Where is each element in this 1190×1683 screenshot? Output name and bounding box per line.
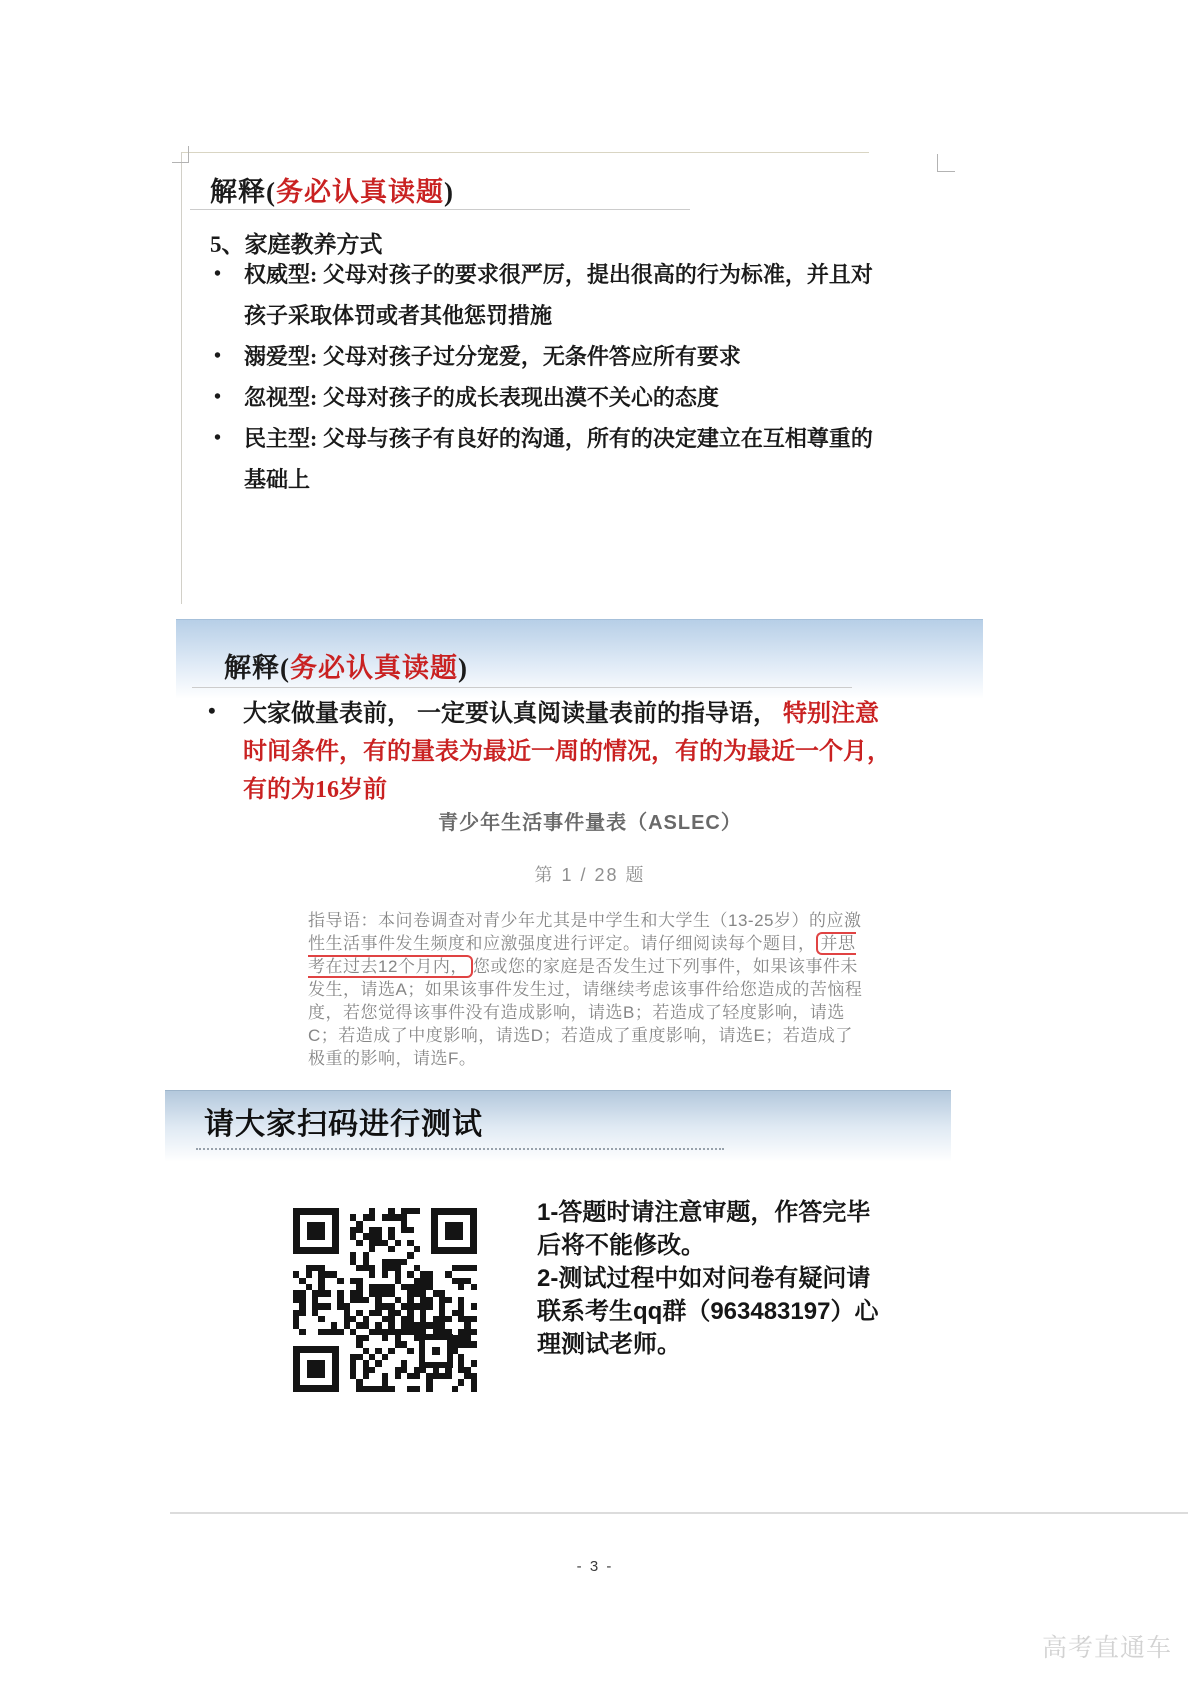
dotted-divider — [196, 1148, 724, 1150]
note-item: 2-测试过程中如对问卷有疑问请联系考生qq群（963483197）心理测试老师。 — [537, 1265, 879, 1358]
bullet-marker: • — [208, 698, 216, 723]
slide1-title-prefix: 解释( — [210, 177, 276, 207]
slide3-title: 请大家扫码进行测试 — [204, 1108, 483, 1141]
slide2-title-underline — [192, 687, 852, 688]
qr-code — [293, 1208, 477, 1392]
slide2-bullet-red: 特别注意时间条件，有的量表为最近一周的情况，有的为最近一个月，有的为16岁前 — [243, 701, 891, 803]
bottom-divider — [170, 1512, 1188, 1514]
list-item: • 民主型: 父母与孩子有良好的沟通，所有的决定建立在互相尊重的基础上 — [210, 418, 882, 500]
slide2-title — [224, 646, 468, 685]
list-item: • 忽视型: 父母对孩子的成长表现出漠不关心的态度 — [210, 377, 882, 418]
list-item: • 溺爱型: 父母对孩子过分宠爱，无条件答应所有要求 — [210, 336, 882, 377]
slide1-title — [210, 170, 454, 209]
note-item: 1-答题时请注意审题，作答完毕后将不能修改。 — [537, 1199, 871, 1259]
slide2-title-highlight: 务必认真读题 — [290, 653, 458, 683]
aslec-instruction-after: 您或您的家庭是否发生过下列事件，如果该事件未发生，请选A；如果该事件发生过，请继续考虑该事件给您造成的苦恼程度，若您觉得该事件没有造成影响，请选B；若造成了轻度影响，请选C；若造成了中度影响，请选D；若造成了重度影响，请选E；若造成了极重的影响，请选F。 — [308, 957, 863, 1068]
list-item: • 权威型: 父母对孩子的要求很严厉，提出很高的行为标准，并且对孩子采取体罚或者其他惩罚措施 — [210, 254, 882, 336]
scan-notes — [537, 1196, 893, 1361]
corner-mark-top-left — [172, 146, 189, 163]
aslec-screenshot — [300, 806, 880, 1070]
aslec-instruction-before: 指导语：本问卷调查对青少年尤其是中学生和大学生（13-25岁）的应激性生活事件发生频度和应激强度进行评定。请仔细阅读每个题目， — [308, 911, 862, 953]
aslec-highlight-box: 并思考在过去12个月内， — [308, 934, 856, 976]
slide1-title-underline — [190, 209, 690, 210]
slide2-title-suffix: ) — [458, 653, 468, 683]
aslec-progress: 第 1 / 28 题 — [534, 865, 646, 885]
slide1-bullet-list — [210, 254, 882, 500]
qr-alignment-pattern — [419, 1334, 453, 1368]
qr-finder-top-left — [293, 1208, 339, 1254]
page-number: - 3 - — [576, 1558, 614, 1575]
aslec-instructions — [308, 909, 868, 1070]
slide1-subtitle: 5、家庭教养方式 — [210, 232, 383, 257]
slide2-title-prefix: 解释( — [224, 653, 290, 683]
slide1-left-border — [181, 152, 182, 604]
qr-finder-top-right — [431, 1208, 477, 1254]
slide1-top-border — [181, 152, 869, 153]
slide2-bullet-black: 大家做量表前， 一定要认真阅读量表前的指导语， — [243, 701, 783, 727]
aslec-title: 青少年生活事件量表（ASLEC） — [438, 812, 742, 834]
corner-mark-top-right — [937, 154, 955, 172]
qr-finder-bottom-left — [293, 1346, 339, 1392]
slide1-title-highlight: 务必认真读题 — [276, 177, 444, 207]
slide2-bullet-text — [243, 695, 898, 809]
watermark: 高考直通车 — [1042, 1634, 1173, 1662]
slide1-title-suffix: ) — [444, 177, 454, 207]
